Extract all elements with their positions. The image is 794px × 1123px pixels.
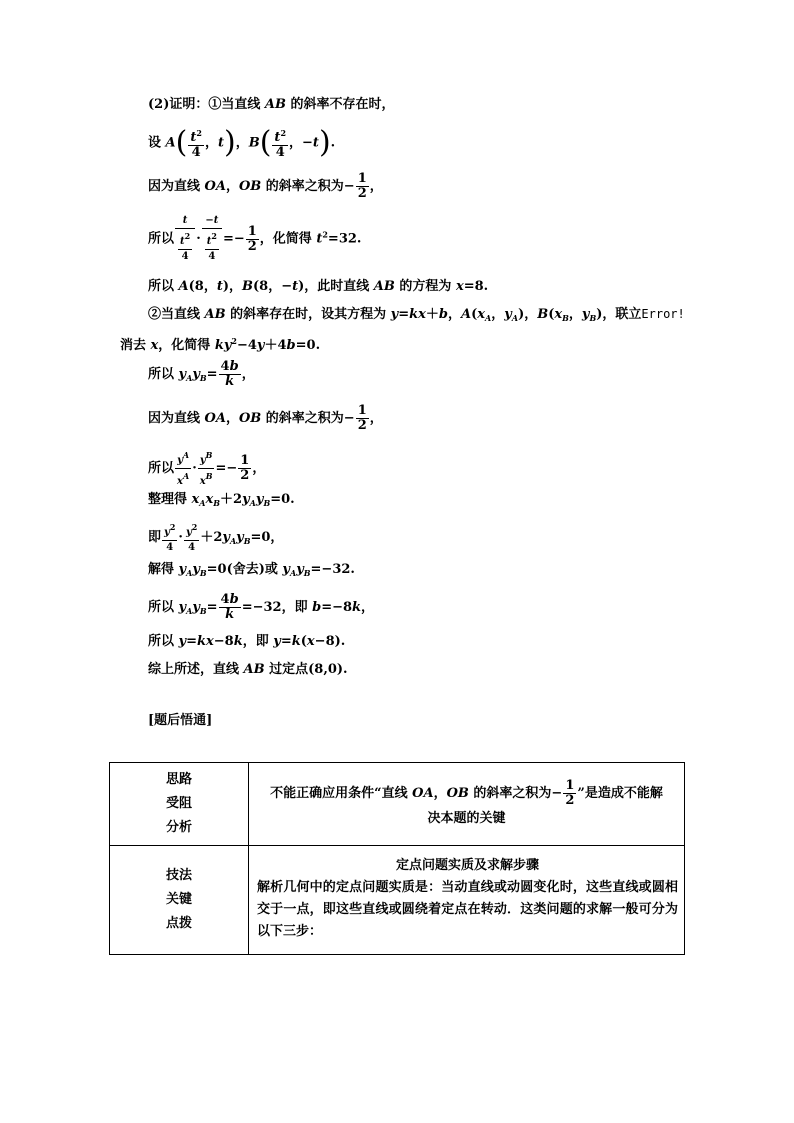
proof-line-6: ②当直线 AB 的斜率存在时，设其方程为 y=kx＋b，$A(x_A$，$y_A$)，$B(x_B$，$y_B$)，联立Error! (148, 307, 685, 323)
row1-header (110, 763, 249, 846)
row1-header-line: 分析 (165, 820, 192, 835)
error-text: Error! (641, 307, 685, 321)
proof-line-2: 设 A( $\frac{t^2}{4}$ ，t)，B( $\frac{t^2}{4}$ ，−t). (148, 125, 336, 160)
proof-line-1: (2)证明：①当直线 AB 的斜率不存在时， (148, 97, 395, 112)
row2-header-line: 技法 (165, 868, 192, 883)
summary-table (109, 762, 685, 955)
row1-header-line: 受阻 (165, 796, 192, 811)
proof-line-13: 解得 $y_Ay_B=0$(舍去)或 $y_Ay_B=-32$. (148, 562, 355, 578)
row1-header-line: 思路 (165, 772, 192, 787)
proof-line-9: 因为直线 OA，OB 的斜率之积为− $\frac{1}{2}$ ， (148, 403, 383, 433)
proof-line-16: 综上所述，直线 AB 过定点(8,0). (148, 662, 348, 677)
row2-header (110, 846, 249, 955)
proof-line-11: 整理得 $x_Ax_B+2y_Ay_B=0$. (148, 492, 295, 508)
row1-content: 不能正确应用条件“直线 OA，OB 的斜率之积为− $\frac{1}{2}$ ”是造成不能解 决本题的关键 (249, 763, 685, 846)
table-row (110, 846, 685, 955)
proof-line-14: 所以 $y_Ay_B=$ $\frac{4b}{k}$ =−32，即 b=−8k， (148, 592, 375, 622)
section-title: [题后悟通] (148, 713, 213, 728)
table-row (110, 763, 685, 846)
proof-line-10: 所以 $\frac{y^A}{x^A}$ · $\frac{y^B}{x^B}$ =− $\frac{1}{2}$ ， (148, 450, 266, 487)
row2-text: 解析几何中的定点问题实质是：当动直线或动圆变化时，这些直线或圆相交于一点，即这些直线或圆绕着定点在转动．这类问题的求解一般可分为以下三步： (257, 880, 678, 939)
proof-line-15: 所以 y=kx−8k，即 y=k(x−8). (148, 634, 346, 649)
proof-line-7: 消去 x，化简得 $ky^2-4y+4b=0$. (120, 336, 321, 353)
proof-line-5: 所以 A(8，t)，B(8，−t)，此时直线 AB 的方程为 x=8. (148, 279, 489, 294)
row2-title: 定点问题实质及求解步骤 (395, 858, 539, 873)
proof-line-3: 因为直线 OA，OB 的斜率之积为− $\frac{1}{2}$ ， (148, 171, 383, 201)
proof-line-8: 所以 $y_Ay_B=$ $\frac{4b}{k}$ ， (148, 359, 255, 389)
proof-line-4: 所以 $\frac{t}{\frac{t^2}{4}}$ · $\frac{-t}{\frac{t^2}{4}}$ =− $\frac{1}{2}$ ，化简得 $t^2=32$. (148, 215, 362, 262)
proof-line-12: 即 $\frac{y^2}{4}$ · $\frac{y^2}{4}$ $+2y_Ay_B=0$， (148, 522, 284, 553)
row2-header-line: 关键 (165, 892, 192, 907)
row2-header-line: 点拨 (165, 916, 192, 931)
row2-content (249, 846, 685, 955)
